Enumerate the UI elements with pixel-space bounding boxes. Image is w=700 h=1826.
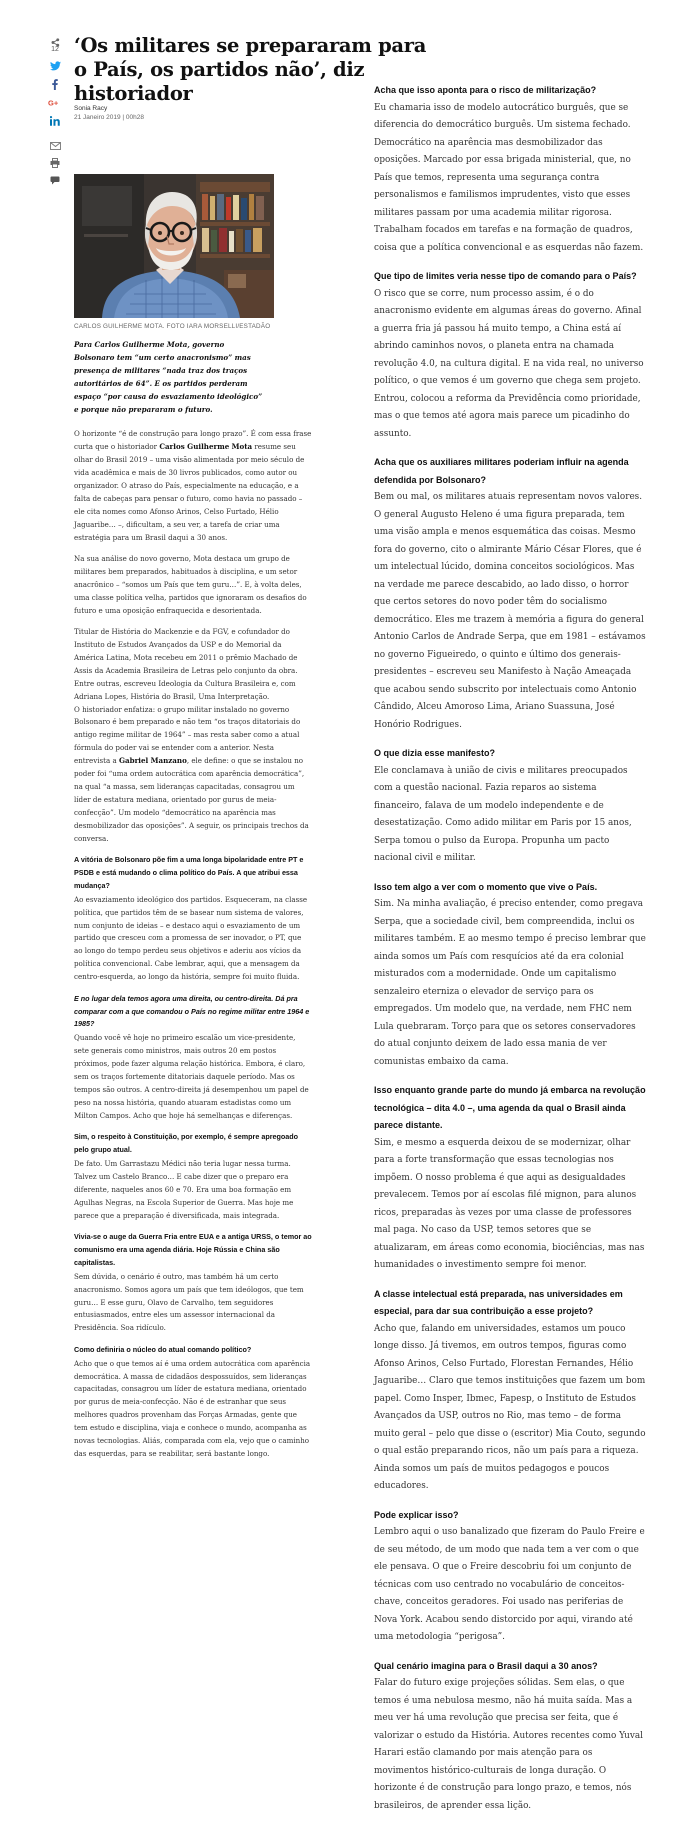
interview-answer: Falar do futuro exige projeções sólidas. Sem elas, o que temos é uma nebulosa mesmo, não há muita saída. Mas a meu ver há uma revolução que precisa ser feita, que é valorizar o estudo da História. Autores recentes como Yuval Harari estão clamando por mais atenção para os movimentos histórico-culturais de longa duração. O horizonte é de construção para longo prazo, e temos, nós brasileiros, de aprender essa lição. <box>374 1678 643 1811</box>
interview-answer: Acho que, falando em universidades, estamos um pouco longe disso. Já tivemos, em outros tempos, figuras como Afonso Arinos, Celso Furtado, Florestan Fernandes, Hélio Jaguaribe… Claro que temos instituições que fazem um bom papel. Como Insper, Ibmec, Fapesp, o Instituto de Estudos Avançados da USP, outros no Rio, mas temo – de forma muito geral – pelo que disse o (escritor) Mia Couto, segundo o qual estão preparando ricos, não um país para a riqueza. Ainda somos um país de muitos pedagogos e poucos educadores. <box>374 1323 646 1491</box>
interview-question: Que tipo de limites veria nesse tipo de comando para o País? <box>374 271 637 281</box>
comment-icon <box>50 176 60 185</box>
interview-question: Qual cenário imagina para o Brasil daqui a 30 anos? <box>374 1660 598 1671</box>
facebook-share-button[interactable] <box>44 79 66 90</box>
print-icon <box>50 158 60 168</box>
share-toolbar <box>44 38 66 193</box>
print-button[interactable] <box>44 158 66 168</box>
share-count: 12 <box>51 46 59 53</box>
author-name[interactable]: Sonia Racy <box>74 105 108 112</box>
interviewee-name: Carlos Guilherme Mota <box>159 442 253 452</box>
interview-answer: Acho que o que temos aí é uma ordem autocrática com aparência democrática. A massa de cidadãos despossuídos, sem lideranças capacitadas, consagrou um líder de estatura mediana, orientado por gurus de meia-confecção. Não é de estranhar que seus melhores quadros provenham das Forças Armadas, gente que tem estudo e disciplina, viaja e conhece o mundo, acompanha as novas tecnologias. Aliás, comparada com ela, vejo que o caminho das esquerdas, para se reabilitar, será bastante longo. <box>74 1358 311 1458</box>
google-plus-share-button[interactable] <box>44 98 66 108</box>
bio-paragraph: Titular de História do Mackenzie e da FGV, e cofundador do Instituto de Estudos Avançados da USP e do Memorial da América Latina, Mota recebeu em 2011 o prêmio Machado de Assis da Academia Brasileira de Letras pelo conjunto da obra. Entre outras, escreveu Ideologia da Cultura Brasileira e, com Adriana Lopes, História do Brasil, Uma Interpretação. <box>74 627 298 701</box>
interview-question: Vivia-se o auge da Guerra Fria entre EUA e a antiga URSS, o temor ao comunismo era uma agenda diária. Hoje Rússia e China são capitalistas. <box>74 1232 312 1267</box>
article-lead: Para Carlos Guilherme Mota, governo Bolsonaro tem “um certo anacronismo” mas presença de militares “nada traz dos traços autoritários de 64”. E os partidos perderam espaço “por causa do esvaziamento ideológico” e porque não prepararam o futuro. <box>74 340 263 414</box>
comment-button[interactable] <box>44 176 66 185</box>
interview-question: Acha que os auxiliares militares poderiam influir na agenda defendida por Bolsonaro? <box>374 457 629 485</box>
interviewer-name: Gabriel Manzano <box>118 756 187 766</box>
interview-question: Isso tem algo a ver com o momento que vive o País. <box>374 881 598 892</box>
analysis-paragraph: Na sua análise do novo governo, Mota destaca um grupo de militares bem preparados, habituados à disciplina, e um setor anacrônico – “somos um País que tem guru…”. E, à volta deles, uma classe política velha, partidos que ignoraram os desafios do futuro e uma oposição enfraquecida e desorientada. <box>74 554 307 615</box>
summary-paragraph: O historiador enfatiza: o grupo militar instalado no governo Bolsonaro é bem preparado e não tem “os traços ditatoriais do antigo regime militar de 1964” – mas resta saber como a atual fórmula do poder vai se entender com a anterior. Nesta entrevista a Gabriel Manzano, ele define: o que se instalou no poder foi “uma ordem autocrática com aparência democrática”, na qual “a massa, sem lideranças capacitadas, consagrou um líder de estatura mediana, orientado por gurus de meia-confecção”. Um modelo “democrático na aparência mas desmobilizador das oposições”. A seguir, os principais trechos da conversa. <box>74 704 309 843</box>
interview-answer: Sem dúvida, o cenário é outro, mas também há um certo anacronismo. Somos agora um país que tem ideólogos, que tem guru… E esse guru, Olavo de Carvalho, tem seguidores entusiasmados, entre eles um assessor internacional da Presidência. Soa ridículo. <box>74 1271 304 1333</box>
article-body-left <box>74 339 312 1469</box>
interview-answer: Ao esvaziamento ideológico dos partidos. Esqueceram, na classe política, que partidos têm de se basear num sistema de valores, num conjunto de ideias – e destaco aqui o esvaziamento de um partido que cresceu com a promessa de ser inovador, o PT, que ao longo do tempo perdeu seus objetivos e aderiu aos vícios da política convencional. Cabe lembrar, aqui, que a mensagem da centro-esquerda, ao longo da história, sempre foi muito fluida. <box>74 894 308 982</box>
twitter-icon <box>50 61 61 71</box>
interview-question: Pode explicar isso? <box>374 1509 459 1520</box>
interview-answer: Ele conclamava à união de civis e militares preocupados com a questão nacional. Fazia reparos ao sistema financeiro, falava de um modelo independente e de desestatização. Como adido militar em Paris por 15 anos, Serpa tomou o pulso da Europa. Propunha um pacto nacional civil e militar. <box>374 765 632 863</box>
interview-answer: Sim, e mesmo a esquerda deixou de se modernizar, olhar para a forte transformação que essas tecnologias nos impõem. O nosso problema é que aqui as desigualdades prevalecem. Temos por aí escolas filé mignon, para alunos ricos, preparadas às vezes por uma classe de professores mal paga. No caso da USP, temos setores que se atualizaram, em áreas como economia, biociências, mas nas humanidades o investimento sempre foi menor. <box>374 1137 645 1270</box>
facebook-icon <box>52 79 58 90</box>
interview-answer: Eu chamaria isso de modelo autocrático burguês, que se diferencia do democrático burguês. Um sistema fechado. Democrático na aparência mas desmobilizador das oposições. Marcado por essa brigada ministerial, que, no País que temos, representa uma segurança contra personalismos e familismos imprudentes, visto que esses militares passam por uma academia militar rigorosa. Trabalham focados em tarefas e na formação de quadros, coisa que a política convencional e as esquerdas não fazem. <box>374 102 644 253</box>
email-share-button[interactable] <box>44 142 66 150</box>
google-plus-icon <box>48 98 62 108</box>
interview-question: Acha que isso aponta para o risco de militarização? <box>374 85 597 95</box>
interview-answer: Bem ou mal, os militares atuais representam novos valores. O general Augusto Heleno é uma figura preparada, tem uma visão ampla e menos esquemática das coisas. Mesmo fora do governo, cito o almirante Mário César Flores, que é um intelectual lúcido, domina conceitos sociológicos. Mas na verdade me parece descabido, ao lado disso, o horror que certos setores do novo poder têm do socialismo democrático. Eles me trazem à memória a figura do general Antonio Carlos de Andrade Serpa, que em 1981 – estávamos no governo Figueiredo, o quinto e último dos generais-presidentes – escreveu seu Manifesto à Nação Ameaçada que acabou sendo subscrito por intelectuais como Antonio Cândido, Alceu Amoroso Lima, Ariano Suassuna, José Honório Rodrigues. <box>374 492 646 730</box>
interview-question: Sim, o respeito à Constituição, por exemplo, é sempre apregoado pelo grupo atual. <box>74 1132 299 1155</box>
interview-answer: O risco que se corre, num processo assim, é o do anacronismo evidente em algumas áreas do governo. Afinal a guerra fria já passou há muito tempo, a China está aí abrindo caminhos novos, o planeta entra na chamada revolução 4.0, na cultura digital. E na vida real, no universo político, o que vemos é um governo que chega sem projeto. Entrou, colocou a reforma da Previdência como prioridade, mas o que temos até agora mais parece um picadinho do assunto. <box>374 288 644 439</box>
svg-text:G+: G+ <box>48 98 59 108</box>
interview-question: Isso enquanto grande parte do mundo já embarca na revolução tecnológica – dita 4.0 –, uma agenda da qual o Brasil ainda parece distante. <box>374 1085 646 1130</box>
article-body-right <box>374 82 646 1826</box>
interview-question: E no lugar dela temos agora uma direita, ou centro-direita. Dá pra comparar com a que comandou o País no regime militar entre 1964 e 1985? <box>74 993 310 1029</box>
byline <box>74 104 144 122</box>
interview-answer: De fato. Um Garrastazu Médici não teria lugar nessa turma. Talvez um Castelo Branco… E cabe dizer que o preparo era diferente, naqueles anos 60 e 70. Era uma boa formação em Agulhas Negras, na Escola Superior de Guerra. Mas hoje me parece que a preparação é diversificada, mais integrada. <box>74 1158 294 1220</box>
linkedin-icon <box>50 116 60 126</box>
linkedin-share-button[interactable] <box>44 116 66 126</box>
interview-answer: Lembro aqui o uso banalizado que fizeram do Paulo Freire e de seu método, de um modo que nada tem a ver com o que ele pensava. O que o Freire descobriu foi um conjunto de técnicas com uso centrado no vocabulário de conceitos-chave, conceitos geradores. Foi usado nas periferias de Nova York. Acabou sendo distorcido por aqui, virando até uma metodologia “perigosa”. <box>374 1527 645 1642</box>
twitter-share-button[interactable] <box>44 61 66 71</box>
interview-answer: Quando você vê hoje no primeiro escalão um vice-presidente, sete generais como ministros, mais outros 20 em postos próximos, pode fazer alguma relação histórica. Embora, é claro, sem os traços fortemente ditatoriais daquele período. Mas os tempos são outros. A centro-direita já desempenhou um papel de peso na nossa história, quando atuaram estadistas como um Milton Campos. Acho que hoje há semelhanças e diferenças. <box>74 1033 309 1120</box>
article-photo <box>74 174 274 318</box>
publish-date: 21 Janeiro 2019 | 00h28 <box>74 114 144 121</box>
photo-caption: CARLOS GUILHERME MOTA. FOTO IARA MORSELLI/ESTADÃO <box>74 323 271 330</box>
interview-question: A classe intelectual está preparada, nas universidades em especial, para dar sua contribuição a esse projeto? <box>374 1288 623 1316</box>
interview-question: A vitória de Bolsonaro põe fim a uma longa bipolaridade entre PT e PSDB e está mudando o clima político do País. A que atribui essa mudança? <box>74 855 304 890</box>
article-title: ‘Os militares se prepararam para o País, os partidos não’, diz historiador <box>74 34 427 105</box>
interview-answer: Sim. Na minha avaliação, é preciso entender, como pregava Serpa, que a sociedade civil, bem compreendida, inclui os militares também. E ao mesmo tempo é preciso lembrar que ainda somos um País com resquícios até da era colonial misturados com a modernidade. Onde um capitalismo senzaleiro eterniza o elevador de serviço para os empregados. Um modelo que, na verdade, nem FHC nem Lula quebraram. Torço para que os setores conservadores do atual conjunto deixem de lado essa mania de ver comunistas embaixo da cama. <box>374 899 646 1067</box>
email-icon <box>50 142 61 150</box>
intro-paragraph: O horizonte “é de construção para longo prazo”. É com essa frase curta que o historiador Carlos Guilherme Mota resume seu olhar do Brasil 2019 – uma visão alimentada por meio século de vida acadêmica e mais de 30 livros publicados, como autor ou organizador. O atraso do País, especialmente na educação, e a falta de cabeças para pensar o futuro, como havia no passado – ele cita nomes como Afonso Arinos, Celso Furtado, Hélio Jaguaribe… –, dificultam, a seu ver, a tarefa de criar uma estratégia para um Brasil daqui a 30 anos. <box>74 429 312 542</box>
interview-question: O que dizia esse manifesto? <box>374 748 496 758</box>
interview-question: Como definiria o núcleo do atual comando político? <box>74 1344 252 1354</box>
share-button[interactable] <box>44 38 66 53</box>
